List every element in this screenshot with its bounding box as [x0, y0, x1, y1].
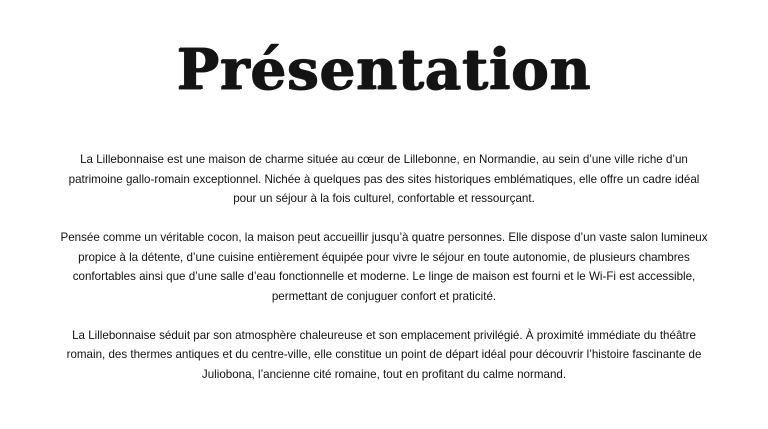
paragraph-intro: La Lillebonnaise est une maison de charme située au cœur de Lillebonne, en Normandie, au sein d’une ville riche d’un patrimoine gallo-romain exceptionnel. Nichée à quelques pas des sites historiques emblématiques, elle offre un cadre idéal pour un séjour à la fois culturel, confortable et ressourçant.	[68, 153, 700, 205]
page-title: Présentation	[176, 37, 592, 103]
presentation-text	[60, 150, 708, 404]
paragraph-location: La Lillebonnaise séduit par son atmosphère chaleureuse et son emplacement privilégié. À proximité immédiate du théâtre romain, des thermes antiques et du centre-ville, elle constitue un point de départ idéal pour découvrir l’histoire fascinante de Juliobona, l’ancienne cité romaine, tout en profitant du calme normand.	[66, 328, 702, 381]
paragraph-amenities: Pensée comme un véritable cocon, la maison peut accueillir jusqu’à quatre personnes. Elle dispose d’un vaste salon lumineux propice à la détente, d’une cuisine entièrement équipée pour vivre le séjour en toute autonomie, de plusieurs chambres confortables ainsi que d’une salle d’eau fonctionnelle et moderne. Le linge de maison est fourni et le Wi-Fi est accessible, permettant de conjuguer confort et praticité.	[60, 231, 708, 303]
